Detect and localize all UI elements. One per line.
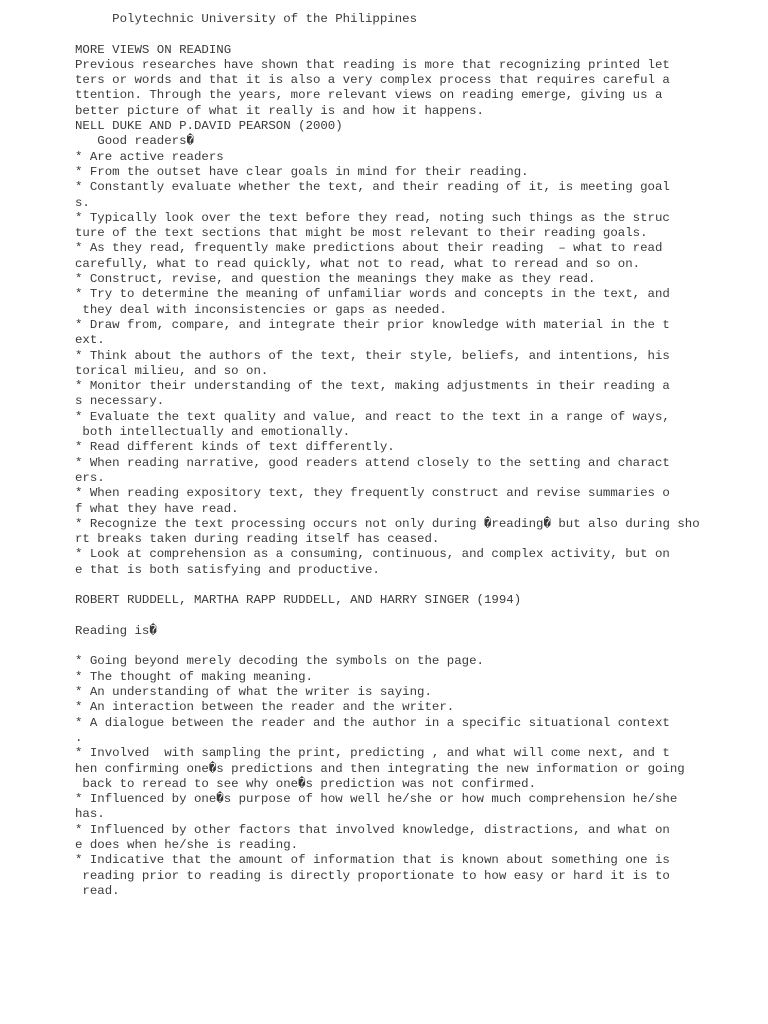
document-line: ttention. Through the years, more relevant views on reading emerge, giving us a <box>75 88 663 103</box>
document-line: * Read different kinds of text differently. <box>75 440 395 455</box>
document-line: * An interaction between the reader and the writer. <box>75 700 455 715</box>
document-line: NELL DUKE AND P.DAVID PEARSON (2000) <box>75 119 343 134</box>
document-line: * From the outset have clear goals in mind for their reading. <box>75 164 529 179</box>
document-line: e does when he/she is reading. <box>75 838 299 853</box>
document-line: * Are active readers <box>75 149 224 164</box>
document-line: * Draw from, compare, and integrate their prior knowledge with material in the t <box>75 317 670 332</box>
document-line: Polytechnic University of the Philippines <box>75 12 418 26</box>
document-line: reading prior to reading is directly proportionate to how easy or hard it is to <box>75 868 670 883</box>
document-line: Previous researches have shown that reading is more that recognizing printed let <box>75 57 670 72</box>
document-line: hen confirming one�s predictions and then integrating the new information or going <box>75 761 685 776</box>
document-line: * An understanding of what the writer is saying. <box>75 685 432 700</box>
document-line: * Influenced by one�s purpose of how well he/she or how much comprehension he/she <box>75 792 678 807</box>
document-line: s. <box>75 195 90 210</box>
document-line: has. <box>75 807 105 822</box>
document-line: MORE VIEWS ON READING <box>75 42 232 57</box>
document-line: * Monitor their understanding of the text, making adjustments in their reading a <box>75 379 670 394</box>
document-line: better picture of what it really is and how it happens. <box>75 103 484 118</box>
document-line: ers. <box>75 470 105 485</box>
document-line <box>75 609 765 624</box>
document-line: * Typically look over the text before they read, noting such things as the struc <box>75 210 670 225</box>
document-line: * Influenced by other factors that involved knowledge, distractions, and what on <box>75 822 670 837</box>
document-line: torical milieu, and so on. <box>75 363 269 378</box>
document-line: * A dialogue between the reader and the author in a specific situational context <box>75 715 670 730</box>
document-line: * Look at comprehension as a consuming, continuous, and complex activity, but on <box>75 547 670 562</box>
document-line: s necessary. <box>75 394 165 409</box>
document-line <box>75 639 765 654</box>
document-line: ters or words and that it is also a very complex process that requires careful a <box>75 73 670 88</box>
document-line: * Constantly evaluate whether the text, and their reading of it, is meeting goal <box>75 180 670 195</box>
document-line: * Going beyond merely decoding the symbols on the page. <box>75 654 484 669</box>
document-line: back to reread to see why one�s prediction was not confirmed. <box>75 776 537 791</box>
document-line: * Construct, revise, and question the meanings they make as they read. <box>75 272 596 287</box>
document-line: * Evaluate the text quality and value, and react to the text in a range of ways, <box>75 409 670 424</box>
document-line: * As they read, frequently make predictions about their reading – what to read <box>75 241 663 256</box>
document-line <box>75 27 765 42</box>
document-line <box>75 578 765 593</box>
document-line: * Indicative that the amount of information that is known about something one is <box>75 853 670 868</box>
document-line: f what they have read. <box>75 501 239 516</box>
document-line: ROBERT RUDDELL, MARTHA RAPP RUDDELL, AND HARRY SINGER (1994) <box>75 593 522 608</box>
document-line: ext. <box>75 333 105 348</box>
document-line: * Involved with sampling the print, predicting , and what will come next, and t <box>75 746 670 761</box>
document-line: Good readers� <box>75 134 194 149</box>
document-line: * Think about the authors of the text, their style, beliefs, and intentions, his <box>75 348 670 363</box>
document-body <box>75 12 765 899</box>
document-line: read. <box>75 883 120 898</box>
document-line: Reading is� <box>75 623 157 638</box>
document-line: e that is both satisfying and productive. <box>75 562 380 577</box>
document-line: * Try to determine the meaning of unfamiliar words and concepts in the text, and <box>75 287 670 302</box>
document-line: * When reading narrative, good readers attend closely to the setting and charact <box>75 455 670 470</box>
document-line: * The thought of making meaning. <box>75 669 313 684</box>
document-line: carefully, what to read quickly, what not to read, what to reread and so on. <box>75 256 641 271</box>
document-line: ture of the text sections that might be most relevant to their reading goals. <box>75 226 648 241</box>
document-line: they deal with inconsistencies or gaps as needed. <box>75 302 447 317</box>
document-line: . <box>75 730 83 745</box>
document-line: both intellectually and emotionally. <box>75 425 351 440</box>
document-line: * When reading expository text, they frequently construct and revise summaries o <box>75 486 670 501</box>
document-line: rt breaks taken during reading itself has ceased. <box>75 532 440 547</box>
document-line: * Recognize the text processing occurs not only during �reading� but also during sho <box>75 516 700 531</box>
